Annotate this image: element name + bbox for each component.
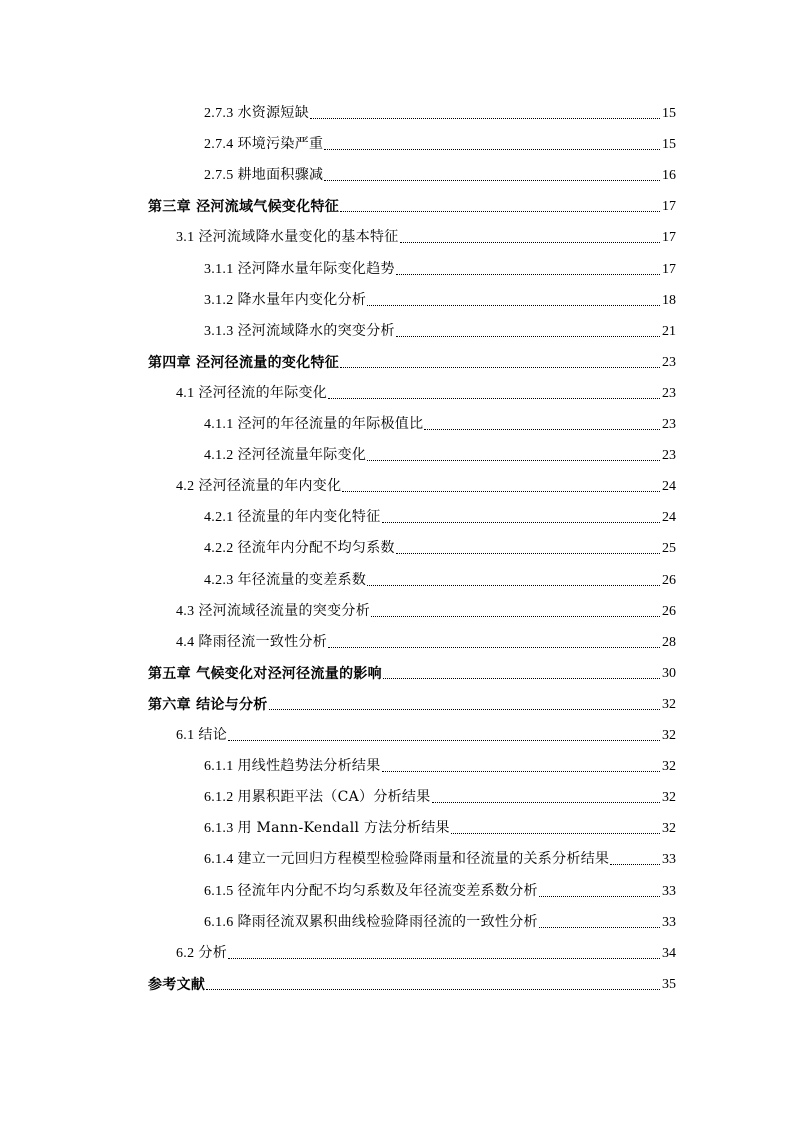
dot-leader <box>371 616 660 617</box>
section-text: 泾河流域降水的突变分析 <box>237 322 395 339</box>
section-number: 4.2.2 <box>204 541 234 557</box>
dot-leader <box>228 740 660 741</box>
dot-leader <box>324 180 660 181</box>
section-number: 4.2 <box>176 479 195 495</box>
dot-leader <box>396 274 660 275</box>
section-text: 用线性趋势法分析结果 <box>237 758 381 775</box>
section-text: 降雨径流一致性分析 <box>198 633 328 650</box>
section-text: 径流量的年内变化特征 <box>237 509 381 526</box>
section-number: 6.1 <box>176 728 195 743</box>
page-number: 23 <box>662 385 676 401</box>
dot-leader <box>328 647 660 648</box>
toc-entry[interactable] <box>176 630 676 652</box>
section-text: 耕地面积骤减 <box>237 167 324 184</box>
toc-row[interactable] <box>0 536 794 560</box>
toc-row[interactable] <box>0 723 794 747</box>
section-number: 6.1.2 <box>204 790 234 806</box>
page-number: 23 <box>662 354 676 370</box>
section-text: 用 Mann-Kendall 方法分析结果 <box>237 820 450 837</box>
toc-entry[interactable] <box>176 381 676 403</box>
section-number: 6.1.6 <box>204 914 234 930</box>
page-number: 17 <box>662 230 676 246</box>
dot-leader <box>383 678 660 679</box>
toc-entry[interactable] <box>204 101 676 123</box>
section-number: 4.4 <box>176 634 195 650</box>
toc-row[interactable] <box>0 505 794 529</box>
section-text: 水资源短缺 <box>237 105 309 121</box>
section-number: 4.3 <box>176 603 195 619</box>
dot-leader <box>328 398 660 399</box>
section-title <box>176 384 327 403</box>
toc-entry[interactable] <box>176 474 676 496</box>
dot-leader <box>432 802 660 803</box>
page-number: 15 <box>662 106 676 121</box>
dot-leader <box>228 958 660 959</box>
section-text: 第三章 泾河流域气候变化特征 <box>148 199 340 216</box>
section-title <box>176 477 341 496</box>
section-title <box>204 104 309 123</box>
section-title <box>176 633 327 652</box>
section-number: 4.2.1 <box>204 510 234 526</box>
dot-leader <box>424 429 660 430</box>
dot-leader <box>382 522 661 523</box>
page-number: 23 <box>662 448 676 464</box>
section-text: 年径流量的变差系数 <box>237 571 367 588</box>
page-number: 32 <box>662 821 676 837</box>
section-number: 3.1.3 <box>204 323 234 339</box>
toc-row[interactable] <box>0 879 794 903</box>
toc-entry[interactable] <box>204 754 676 776</box>
section-title <box>204 539 395 558</box>
section-text: 第六章 结论与分析 <box>148 696 268 713</box>
section-text: 建立一元回归方程模型检验降雨量和径流量的关系分析结果 <box>237 851 610 868</box>
toc-row[interactable] <box>0 412 794 436</box>
toc-entry[interactable] <box>204 910 676 932</box>
page-number: 25 <box>662 541 676 557</box>
toc-entry[interactable] <box>176 599 676 621</box>
section-title <box>204 415 423 434</box>
section-title <box>204 291 366 310</box>
section-number: 3.1.2 <box>204 292 234 308</box>
section-text: 降雨径流双累积曲线检验降雨径流的一致性分析 <box>237 913 538 930</box>
section-title <box>204 913 538 932</box>
section-number: 6.1.4 <box>204 852 234 868</box>
toc-row[interactable] <box>0 910 794 934</box>
toc-entry[interactable] <box>204 816 676 838</box>
page-number: 26 <box>662 572 676 588</box>
section-title <box>176 228 399 247</box>
section-text: 第五章 气候变化对泾河径流量的影响 <box>148 665 382 682</box>
section-text: 第四章 泾河径流量的变化特征 <box>148 354 340 371</box>
toc-row[interactable] <box>0 941 794 965</box>
toc-entry[interactable] <box>204 288 676 310</box>
section-title <box>204 571 366 590</box>
chapter-title <box>148 976 205 994</box>
section-number: 2.7.4 <box>204 137 234 153</box>
toc-row[interactable] <box>0 163 794 187</box>
page-number: 18 <box>662 292 676 308</box>
toc-row[interactable] <box>0 257 794 281</box>
toc-entry[interactable] <box>204 443 676 465</box>
page-number: 15 <box>662 137 676 153</box>
section-number: 3.1.1 <box>204 261 234 277</box>
dot-leader <box>539 927 660 928</box>
toc-row[interactable] <box>0 225 794 249</box>
toc-entry[interactable] <box>204 536 676 558</box>
toc-row[interactable] <box>0 288 794 312</box>
toc-row[interactable] <box>0 816 794 840</box>
toc-row[interactable] <box>0 972 794 996</box>
section-number: 4.1.1 <box>204 417 234 432</box>
page-number: 17 <box>662 261 676 277</box>
toc-entry[interactable] <box>204 785 676 807</box>
toc-entry[interactable] <box>204 879 676 901</box>
page-number: 33 <box>662 914 676 930</box>
page-number: 32 <box>662 728 676 743</box>
section-title <box>176 726 227 745</box>
page-number: 21 <box>662 323 676 339</box>
toc-entry[interactable] <box>148 661 676 683</box>
section-text: 用累积距平法（CA）分析结果 <box>237 789 431 806</box>
dot-leader <box>206 989 660 990</box>
section-text: 结论 <box>198 727 228 743</box>
section-number: 2.7.3 <box>204 106 234 121</box>
section-title <box>204 757 381 776</box>
toc-row[interactable] <box>0 599 794 623</box>
dot-leader <box>610 864 660 865</box>
toc-row[interactable] <box>0 785 794 809</box>
section-title <box>204 322 395 341</box>
toc-entry[interactable] <box>148 692 676 714</box>
section-text: 参考文献 <box>148 976 206 993</box>
toc-row[interactable] <box>0 443 794 467</box>
page-number: 35 <box>662 976 676 992</box>
toc-row[interactable] <box>0 692 794 716</box>
chapter-title <box>148 198 339 216</box>
section-number: 6.1.5 <box>204 883 234 899</box>
section-text: 径流年内分配不均匀系数 <box>237 540 395 557</box>
section-number: 6.1.1 <box>204 759 234 775</box>
section-number: 6.1.3 <box>204 821 234 837</box>
section-title <box>204 166 323 185</box>
section-title <box>204 819 450 838</box>
section-number: 3.1 <box>176 230 195 246</box>
section-title <box>204 882 538 901</box>
page-number: 34 <box>662 945 676 961</box>
section-text: 泾河径流量的年内变化 <box>198 478 342 495</box>
section-text: 降水量年内变化分析 <box>237 291 367 308</box>
dot-leader <box>539 896 660 897</box>
section-text: 泾河的年径流量的年际极值比 <box>237 416 424 432</box>
dot-leader <box>451 833 660 834</box>
toc-entry[interactable] <box>176 225 676 247</box>
section-text: 泾河流域径流量的突变分析 <box>198 602 371 619</box>
page-number: 16 <box>662 168 676 184</box>
section-title <box>204 135 323 154</box>
page-number: 32 <box>662 790 676 806</box>
page-number: 30 <box>662 665 676 681</box>
dot-leader <box>382 771 661 772</box>
chapter-title <box>148 354 339 372</box>
chapter-title <box>148 665 382 683</box>
page-number: 32 <box>662 759 676 775</box>
dot-leader <box>324 149 660 150</box>
toc-entry[interactable] <box>148 194 676 216</box>
toc-entry[interactable] <box>148 972 676 994</box>
page-number: 26 <box>662 603 676 619</box>
section-text: 径流年内分配不均匀系数及年径流变差系数分析 <box>237 882 538 899</box>
section-number: 2.7.5 <box>204 168 234 184</box>
dot-leader <box>342 491 660 492</box>
toc-row[interactable] <box>0 194 794 218</box>
page-number: 28 <box>662 634 676 650</box>
toc-entry[interactable] <box>204 412 676 434</box>
section-text: 泾河径流量年际变化 <box>237 447 367 464</box>
section-title <box>204 788 431 807</box>
page-number: 24 <box>662 479 676 495</box>
dot-leader <box>367 460 660 461</box>
dot-leader <box>340 211 660 212</box>
section-number: 4.1 <box>176 385 195 401</box>
chapter-title <box>148 696 268 714</box>
page-number: 24 <box>662 510 676 526</box>
toc-entry[interactable] <box>176 723 676 745</box>
dot-leader <box>396 336 660 337</box>
section-text: 泾河降水量年际变化趋势 <box>237 260 395 277</box>
section-title <box>204 508 381 527</box>
toc-row[interactable] <box>0 101 794 125</box>
section-title <box>204 850 609 869</box>
toc-entry[interactable] <box>204 505 676 527</box>
toc-row[interactable] <box>0 661 794 685</box>
page-number: 33 <box>662 883 676 899</box>
toc-row[interactable] <box>0 132 794 156</box>
toc-entry[interactable] <box>204 319 676 341</box>
toc-entry[interactable] <box>204 163 676 185</box>
toc-row[interactable] <box>0 350 794 374</box>
page-number: 32 <box>662 696 676 712</box>
toc-row[interactable] <box>0 319 794 343</box>
toc-entry[interactable] <box>204 132 676 154</box>
toc-row[interactable] <box>0 754 794 778</box>
section-number: 4.1.2 <box>204 448 234 464</box>
section-text: 泾河径流的年际变化 <box>198 384 328 401</box>
toc-entry[interactable] <box>176 941 676 963</box>
section-number: 6.2 <box>176 945 195 961</box>
dot-leader <box>400 242 660 243</box>
section-title <box>204 260 395 279</box>
dot-leader <box>269 709 660 710</box>
toc-entry[interactable] <box>148 350 676 372</box>
dot-leader <box>310 118 660 119</box>
section-text: 分析 <box>198 944 228 961</box>
section-text: 泾河流域降水量变化的基本特征 <box>198 229 399 246</box>
dot-leader <box>340 367 660 368</box>
toc-row[interactable] <box>0 568 794 592</box>
toc-entry[interactable] <box>204 847 676 869</box>
section-text: 环境污染严重 <box>237 136 324 153</box>
dot-leader <box>367 305 660 306</box>
toc-row[interactable] <box>0 847 794 871</box>
dot-leader <box>367 585 660 586</box>
toc-entry[interactable] <box>204 568 676 590</box>
section-title <box>204 446 366 465</box>
toc-row[interactable] <box>0 474 794 498</box>
section-number: 4.2.3 <box>204 572 234 588</box>
dot-leader <box>396 553 660 554</box>
toc-row[interactable] <box>0 630 794 654</box>
toc-row[interactable] <box>0 381 794 405</box>
toc-entry[interactable] <box>204 257 676 279</box>
section-title <box>176 944 227 963</box>
page-number: 33 <box>662 852 676 868</box>
section-title <box>176 602 370 621</box>
page-number: 17 <box>662 199 676 215</box>
page-number: 23 <box>662 417 676 432</box>
